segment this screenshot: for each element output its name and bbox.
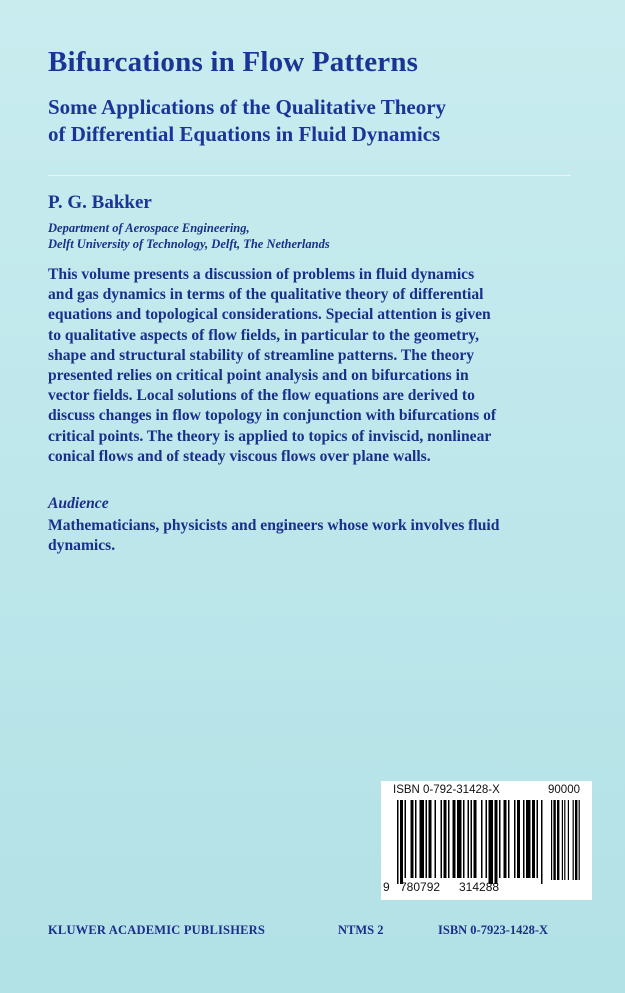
barcode-bars [395, 800, 581, 884]
audience-line: dynamics. [48, 537, 116, 555]
barcode-price-code: 90000 [548, 784, 580, 796]
barcode-digits-left: 780792 [400, 880, 441, 894]
barcode-addon-bar [564, 800, 565, 880]
author-affiliation [48, 220, 330, 252]
book-subtitle [48, 94, 446, 148]
barcode-bar [400, 800, 403, 884]
abstract-line: presented relies on critical point analysis and on bifurcations in [48, 367, 469, 385]
subtitle-line: of Differential Equations in Fluid Dynamics [48, 122, 441, 146]
barcode-bar [526, 800, 531, 878]
barcode-bar [504, 800, 507, 878]
affiliation-line: Department of Aerospace Engineering, [48, 221, 250, 235]
barcode-bar [397, 800, 399, 884]
barcode-addon-bar [551, 800, 552, 880]
barcode-bar [435, 800, 437, 878]
abstract-line: conical flows and of steady viscous flows over plane walls. [48, 447, 431, 465]
isbn-barcode [381, 781, 592, 900]
barcode-bar [489, 800, 494, 884]
book-title: Bifurcations in Flow Patterns [48, 46, 419, 78]
abstract-line: equations and topological considerations. Special attention is given [48, 306, 491, 324]
abstract-line: shape and structural stability of streamline patterns. The theory [48, 346, 475, 364]
barcode-bar [429, 800, 432, 878]
barcode-bar [532, 800, 535, 878]
barcode-bar [468, 800, 470, 878]
abstract-line: to qualitative aspects of flow fields, in particular to the geometry, [48, 326, 480, 344]
barcode-addon-bar [562, 800, 563, 880]
subtitle-line: Some Applications of the Qualitative Theory [48, 95, 447, 119]
abstract-line: discuss changes in flow topology in conjunction with bifurcations of [48, 407, 497, 425]
audience-heading: Audience [48, 495, 109, 512]
barcode-bar [499, 800, 501, 878]
barcode-bar [441, 800, 443, 878]
barcode-bar [537, 800, 539, 878]
series-number: NTMS 2 [338, 923, 384, 937]
audience-line: Mathematicians, physicists and engineers whose work involves fluid [48, 517, 500, 534]
abstract-line: vector fields. Local solutions of the flow equations are derived to [48, 387, 475, 405]
barcode-addon-bar [579, 800, 580, 880]
barcode-digit-first: 9 [383, 880, 390, 894]
barcode-bar [463, 800, 465, 878]
barcode-bar [405, 800, 407, 878]
barcode-addon-bar [573, 800, 574, 880]
barcode-bar [471, 800, 473, 878]
barcode-digits-right: 314288 [459, 880, 500, 894]
barcode-bar [411, 800, 414, 878]
audience-text [48, 516, 588, 556]
barcode-bar [426, 800, 428, 878]
barcode-isbn-label: ISBN 0-792-31428-X [393, 784, 500, 796]
abstract-line: This volume presents a discussion of problems in fluid dynamics [48, 266, 475, 283]
barcode-bar [508, 800, 510, 878]
barcode-addon-bar [557, 800, 559, 880]
publisher-name: KLUWER ACADEMIC PUBLISHERS [48, 923, 266, 937]
barcode-addon-bar [575, 800, 577, 880]
barcode-bar [457, 800, 462, 878]
abstract-paragraph [48, 265, 578, 467]
barcode-bar [444, 800, 447, 878]
barcode-bar [474, 800, 477, 878]
abstract-line: and gas dynamics in terms of the qualitative theory of differential [48, 286, 484, 304]
author-name: P. G. Bakker [48, 192, 152, 213]
affiliation-line: Delft University of Technology, Delft, The Netherlands [48, 237, 330, 251]
barcode-bar [420, 800, 425, 878]
barcode-bar [453, 800, 456, 878]
barcode-addon-bar [568, 800, 569, 880]
footer-isbn: ISBN 0-7923-1428-X [438, 923, 549, 937]
barcode-bar [448, 800, 450, 878]
barcode-bar [517, 800, 520, 878]
barcode-bar [486, 800, 488, 878]
barcode-bar [541, 800, 543, 884]
barcode-bar [481, 800, 483, 878]
barcode-bar [514, 800, 516, 878]
barcode-addon-bar [553, 800, 555, 880]
abstract-line: critical points. The theory is applied to topics of inviscid, nonlinear [48, 427, 492, 445]
barcode-bar [495, 800, 498, 884]
barcode-bar [415, 800, 417, 878]
divider [48, 175, 571, 176]
barcode-bar [523, 800, 525, 878]
